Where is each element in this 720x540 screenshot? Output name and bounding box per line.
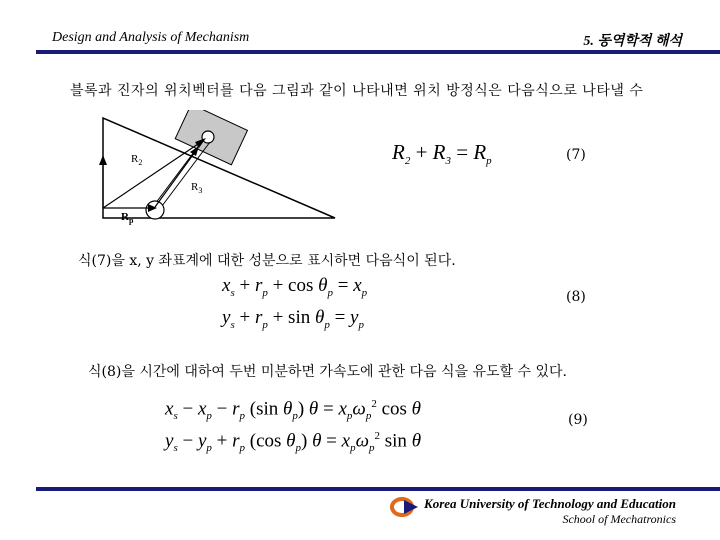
label-rp: $R_p$ [121, 211, 134, 225]
label-r2: $R_2$ [131, 153, 143, 167]
equation-8-line1: $x_s + r_p + \cos \theta_p = x_p$ [222, 275, 368, 299]
university-logo-icon [390, 496, 420, 518]
equation-9-line1: $x_s - x_p - r_p$ (sin $\theta_p$) $\theta = x_p\omega_p^2$ cos θ [165, 398, 422, 423]
equation-8-line2: $y_s + r_p + \sin \theta_p = y_p$ [222, 307, 364, 331]
paragraph-components: 식(7)을 x, y 좌표계에 대한 성분으로 표시하면 다음식이 된다. [78, 253, 456, 269]
equation-8-number: (8) [566, 289, 586, 305]
footer-school: School of Mechatronics [562, 512, 676, 526]
equation-7: $R_2 + R_3 = R_p$ [392, 140, 492, 168]
mechanism-figure [95, 110, 345, 230]
footer-rule [36, 487, 720, 491]
header-section-title: 5. 동역학적 해석 [583, 34, 682, 49]
equation-9-line2: $y_s - y_p + r_p$ (cos $\theta_p$) $\theta = x_p\omega_p^2$ sin θ [165, 430, 422, 455]
footer-university: Korea University of Technology and Education [424, 496, 676, 511]
paragraph-acceleration: 식(8)을 시간에 대하여 두번 미분하면 가속도에 관한 다음 식을 유도할 수 있다. [88, 364, 567, 380]
paragraph-position-vector: 블록과 진자의 위치벡터를 다음 그림과 같이 나타내면 위치 방정식은 다음식으로 나타낼 수 [70, 83, 644, 99]
equation-7-number: (7) [566, 147, 586, 163]
block-pivot [202, 131, 214, 143]
header-rule [36, 50, 720, 54]
equation-9-number: (9) [568, 412, 588, 428]
header-course-title: Design and Analysis of Mechanism [52, 30, 250, 45]
label-r3: $R_3$ [191, 181, 203, 195]
